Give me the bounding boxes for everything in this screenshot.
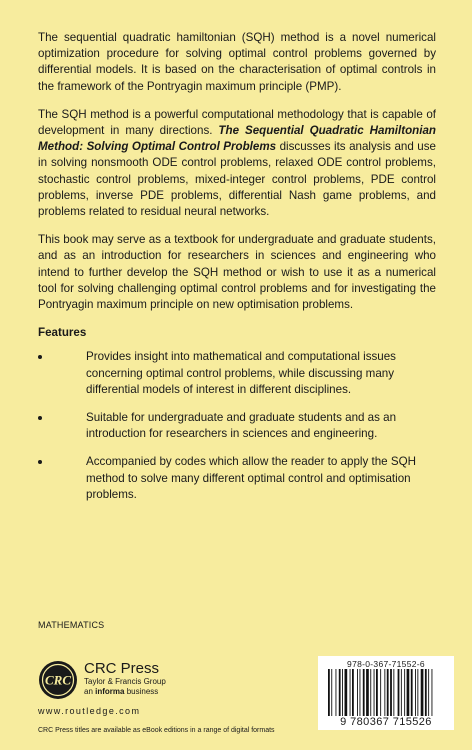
publisher-name: CRC Press: [84, 660, 160, 677]
ebook-note: CRC Press titles are available as eBook editions in a range of digital formats: [38, 727, 275, 734]
publisher-website: www.routledge.com: [38, 706, 141, 716]
crc-logo-lettering: CRC: [44, 672, 72, 688]
bullet-icon: [38, 416, 42, 420]
feature-item: [38, 410, 436, 442]
description-paragraph-1: The sequential quadratic hamiltonian (SQH) method is a novel numerical optimization procedure for solving optimal control problems governed by differential models. It is based on the characterisation of optimal controls in the framework of the Pontryagin maximum principle (PMP).: [38, 31, 436, 93]
isbn-number: 978-0-367-71552-6: [347, 659, 425, 669]
publisher-group: Taylor & Francis Group: [84, 677, 166, 686]
subject-category: MATHEMATICS: [38, 620, 105, 630]
feature-text: Accompanied by codes which allow the reader to apply the SQH method to solve many different optimal control and optimisation problems.: [86, 455, 416, 501]
barcode-icon: [320, 669, 452, 716]
back-cover-text: [38, 30, 436, 515]
bullet-icon: [38, 355, 42, 359]
barcode-digits: 9 780367 715526: [340, 716, 432, 728]
feature-text: Suitable for undergraduate and graduate students and as an introduction for researchers in sciences and engineering.: [86, 411, 397, 441]
business-suffix: business: [124, 687, 159, 696]
business-prefix: an: [84, 687, 96, 696]
bullet-icon: [38, 460, 42, 464]
description-paragraph-3: This book may serve as a textbook for undergraduate and graduate students, and as an introduction for researchers in sciences and engineering who intend to further develop the SQH method or wish to use it as a numerical tool for solving challenging optimal control problems and for investigating the Pontryagin maximum principle on new optimisation problems.: [38, 233, 436, 312]
business-name: informa: [95, 687, 125, 696]
publisher-business: [84, 687, 284, 697]
para2-rest: discusses its analysis and use in solving nonsmooth ODE control problems, relaxed ODE control problems, stochastic control problems, mixed-integer control problems, PDE control problems, inverse PDE problems, differential Nash game problems, and problems related to residual neural networks.: [38, 140, 436, 219]
description-paragraph-2: [38, 107, 436, 220]
para2-intro: The SQH method is a powerful computational methodology that is capable of development in many directions.: [38, 107, 436, 138]
crc-logo-icon: [38, 660, 78, 700]
feature-item: [38, 454, 436, 503]
book-title: The Sequential Quadratic Hamiltonian Method: Solving Optimal Control Problems: [38, 124, 436, 154]
barcode-panel: [318, 656, 454, 730]
publisher-info: [84, 660, 284, 697]
feature-text: Provides insight into mathematical and computational issues concerning optimal control problems, while discussing many differential models of interest in different disciplines.: [86, 350, 396, 396]
feature-item: [38, 349, 436, 398]
features-heading: Features: [38, 326, 87, 340]
features-list: [38, 349, 436, 503]
